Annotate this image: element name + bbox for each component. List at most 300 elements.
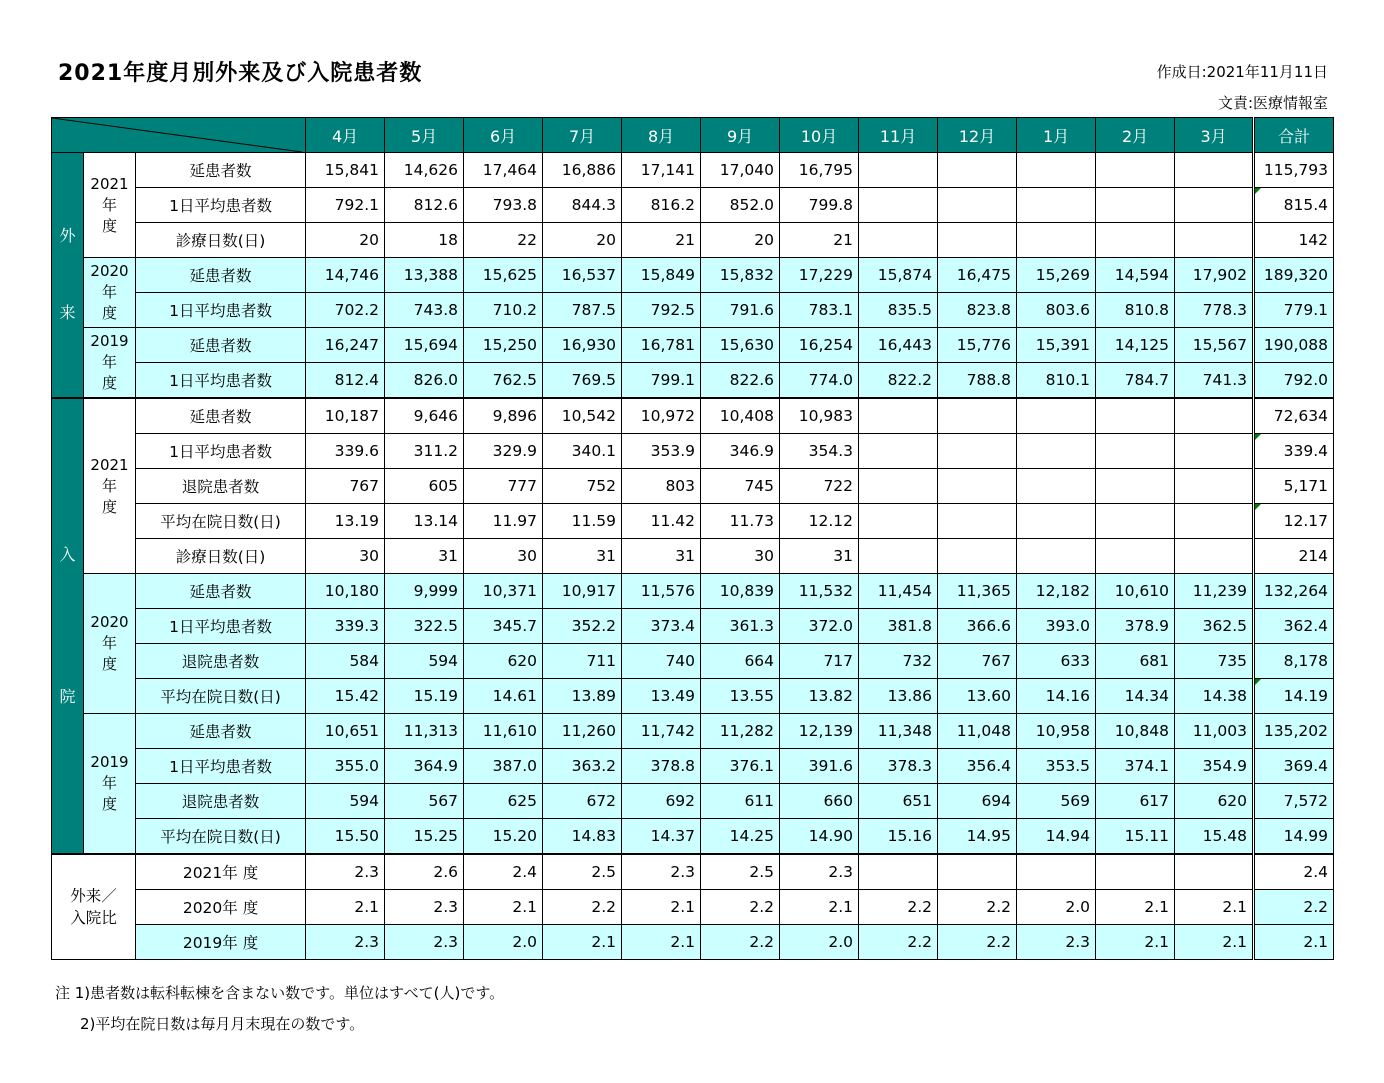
data-cell: 732 xyxy=(859,644,938,679)
data-cell xyxy=(1175,434,1254,469)
footnote-1: 注 1)患者数は転科転棟を含まない数です。単位はすべて(人)です。 xyxy=(55,984,505,1002)
ratio-cell: 2.6 xyxy=(385,854,464,890)
row-label: 1日平均患者数 xyxy=(136,749,306,784)
fiscal-year-part: 度 xyxy=(101,655,117,673)
data-cell: 387.0 xyxy=(464,749,543,784)
month-header: 2月 xyxy=(1096,118,1175,153)
footnote-2: 2)平均在院日数は毎月月末現在の数です。 xyxy=(80,1015,365,1033)
ratio-cell: 2.0 xyxy=(464,925,543,960)
total-cell: 189,320 xyxy=(1254,258,1334,293)
data-cell: 378.8 xyxy=(622,749,701,784)
data-cell: 11,610 xyxy=(464,714,543,749)
data-cell xyxy=(938,398,1017,434)
row-label: 退院患者数 xyxy=(136,644,306,679)
corner-diagonal xyxy=(52,118,302,152)
ratio-total-cell: 2.2 xyxy=(1254,890,1334,925)
table-row xyxy=(52,609,1334,644)
data-cell: 633 xyxy=(1017,644,1096,679)
data-cell: 16,930 xyxy=(543,328,622,363)
data-cell: 9,896 xyxy=(464,398,543,434)
data-cell: 12,139 xyxy=(780,714,859,749)
ratio-cell: 2.1 xyxy=(1096,890,1175,925)
data-cell: 672 xyxy=(543,784,622,819)
data-cell: 15,269 xyxy=(1017,258,1096,293)
ratio-cell: 2.1 xyxy=(780,890,859,925)
data-cell: 30 xyxy=(464,539,543,574)
ratio-cell: 2.1 xyxy=(306,890,385,925)
total-cell: 7,572 xyxy=(1254,784,1334,819)
total-cell: 815.4 xyxy=(1254,188,1334,223)
data-cell: 812.4 xyxy=(306,363,385,399)
data-cell: 741.3 xyxy=(1175,363,1254,399)
row-label: 1日平均患者数 xyxy=(136,434,306,469)
data-cell xyxy=(938,434,1017,469)
data-cell: 376.1 xyxy=(701,749,780,784)
total-header: 合計 xyxy=(1254,118,1334,153)
data-cell: 11.42 xyxy=(622,504,701,539)
table-row xyxy=(52,644,1334,679)
data-cell xyxy=(1017,469,1096,504)
data-cell: 11,365 xyxy=(938,574,1017,609)
ratio-label xyxy=(52,854,136,960)
total-cell: 792.0 xyxy=(1254,363,1334,399)
data-cell: 346.9 xyxy=(701,434,780,469)
row-label: 平均在院日数(日) xyxy=(136,819,306,855)
data-cell: 16,443 xyxy=(859,328,938,363)
row-label: 退院患者数 xyxy=(136,784,306,819)
fiscal-year-part: 度 xyxy=(101,216,117,235)
data-cell xyxy=(1096,188,1175,223)
data-cell: 30 xyxy=(701,539,780,574)
data-cell: 15.50 xyxy=(306,819,385,855)
data-cell: 353.5 xyxy=(1017,749,1096,784)
fiscal-year-label xyxy=(84,574,136,714)
data-cell: 702.2 xyxy=(306,293,385,328)
data-cell xyxy=(1096,223,1175,258)
data-cell xyxy=(1017,398,1096,434)
month-header: 4月 xyxy=(306,118,385,153)
data-cell: 329.9 xyxy=(464,434,543,469)
data-cell: 10,983 xyxy=(780,398,859,434)
data-cell: 10,408 xyxy=(701,398,780,434)
data-cell: 13,388 xyxy=(385,258,464,293)
data-cell: 16,247 xyxy=(306,328,385,363)
data-cell: 803 xyxy=(622,469,701,504)
data-cell: 625 xyxy=(464,784,543,819)
total-cell: 12.17 xyxy=(1254,504,1334,539)
data-cell: 14.25 xyxy=(701,819,780,855)
fiscal-year-part: 2021 xyxy=(90,174,129,193)
data-cell xyxy=(1175,153,1254,188)
data-cell: 373.4 xyxy=(622,609,701,644)
data-cell xyxy=(859,398,938,434)
fiscal-year-part: 年 xyxy=(101,774,117,792)
data-cell xyxy=(1096,504,1175,539)
data-cell: 30 xyxy=(306,539,385,574)
data-cell: 31 xyxy=(385,539,464,574)
data-cell: 743.8 xyxy=(385,293,464,328)
ratio-cell xyxy=(859,854,938,890)
footnotes xyxy=(55,978,504,1040)
ratio-cell: 2.5 xyxy=(543,854,622,890)
ratio-cell: 2.2 xyxy=(701,925,780,960)
data-cell xyxy=(1175,188,1254,223)
data-cell: 31 xyxy=(543,539,622,574)
month-header: 3月 xyxy=(1175,118,1254,153)
ratio-cell: 2.1 xyxy=(1175,925,1254,960)
table-row xyxy=(52,819,1334,855)
data-cell: 17,229 xyxy=(780,258,859,293)
data-cell: 11,239 xyxy=(1175,574,1254,609)
data-cell: 322.5 xyxy=(385,609,464,644)
ratio-cell: 2.3 xyxy=(622,854,701,890)
data-cell: 15,841 xyxy=(306,153,385,188)
data-cell xyxy=(859,539,938,574)
data-cell xyxy=(1175,469,1254,504)
data-cell: 11,454 xyxy=(859,574,938,609)
data-cell: 356.4 xyxy=(938,749,1017,784)
data-cell: 15,630 xyxy=(701,328,780,363)
data-cell: 13.86 xyxy=(859,679,938,714)
total-cell: 8,178 xyxy=(1254,644,1334,679)
data-cell: 762.5 xyxy=(464,363,543,399)
data-cell: 15,776 xyxy=(938,328,1017,363)
fiscal-year-label xyxy=(84,398,136,574)
ratio-cell: 2.1 xyxy=(622,890,701,925)
data-cell xyxy=(938,223,1017,258)
ratio-year-label: 2019年 度 xyxy=(136,925,306,960)
ratio-cell: 2.3 xyxy=(1017,925,1096,960)
data-cell: 13.82 xyxy=(780,679,859,714)
data-cell: 10,917 xyxy=(543,574,622,609)
data-cell: 810.8 xyxy=(1096,293,1175,328)
data-cell: 10,848 xyxy=(1096,714,1175,749)
data-cell xyxy=(938,188,1017,223)
data-cell: 12,182 xyxy=(1017,574,1096,609)
data-cell: 826.0 xyxy=(385,363,464,399)
ratio-cell: 2.2 xyxy=(543,890,622,925)
data-cell: 15.16 xyxy=(859,819,938,855)
row-label: 1日平均患者数 xyxy=(136,293,306,328)
fiscal-year-part: 度 xyxy=(101,795,117,813)
data-cell: 822.6 xyxy=(701,363,780,399)
data-cell: 11,532 xyxy=(780,574,859,609)
data-cell: 11,742 xyxy=(622,714,701,749)
row-label: 1日平均患者数 xyxy=(136,609,306,644)
data-cell xyxy=(938,153,1017,188)
data-cell: 791.6 xyxy=(701,293,780,328)
data-cell: 14,626 xyxy=(385,153,464,188)
data-cell: 13.60 xyxy=(938,679,1017,714)
data-cell: 594 xyxy=(306,784,385,819)
data-cell: 352.2 xyxy=(543,609,622,644)
data-cell: 354.9 xyxy=(1175,749,1254,784)
responsible-dept: 文責:医療情報室 xyxy=(1217,94,1328,112)
data-cell: 15,874 xyxy=(859,258,938,293)
data-cell: 345.7 xyxy=(464,609,543,644)
data-cell: 355.0 xyxy=(306,749,385,784)
table-row xyxy=(52,293,1334,328)
ratio-cell: 2.0 xyxy=(780,925,859,960)
data-cell xyxy=(1017,539,1096,574)
fiscal-year-part: 2021 xyxy=(90,455,129,474)
data-cell: 14,594 xyxy=(1096,258,1175,293)
fiscal-year-label xyxy=(84,714,136,855)
data-cell: 353.9 xyxy=(622,434,701,469)
data-cell: 9,999 xyxy=(385,574,464,609)
data-cell: 15.25 xyxy=(385,819,464,855)
ratio-label-line: 入院比 xyxy=(70,909,117,927)
data-cell: 14.95 xyxy=(938,819,1017,855)
data-cell: 14.90 xyxy=(780,819,859,855)
row-label: 平均在院日数(日) xyxy=(136,679,306,714)
ratio-cell: 2.2 xyxy=(701,890,780,925)
table-row xyxy=(52,398,1334,434)
row-label: 1日平均患者数 xyxy=(136,188,306,223)
data-cell: 17,040 xyxy=(701,153,780,188)
data-cell: 354.3 xyxy=(780,434,859,469)
data-cell: 16,886 xyxy=(543,153,622,188)
row-label: 退院患者数 xyxy=(136,469,306,504)
data-cell: 752 xyxy=(543,469,622,504)
month-header: 11月 xyxy=(859,118,938,153)
ratio-cell: 2.1 xyxy=(1096,925,1175,960)
data-cell: 823.8 xyxy=(938,293,1017,328)
data-cell: 339.3 xyxy=(306,609,385,644)
data-cell: 569 xyxy=(1017,784,1096,819)
table-row xyxy=(52,153,1334,188)
section-label xyxy=(52,153,84,399)
data-cell: 16,537 xyxy=(543,258,622,293)
data-cell: 803.6 xyxy=(1017,293,1096,328)
ratio-cell: 2.2 xyxy=(938,925,1017,960)
fiscal-year-part: 度 xyxy=(101,304,117,322)
row-label: 平均在院日数(日) xyxy=(136,504,306,539)
ratio-cell xyxy=(1017,854,1096,890)
ratio-total-cell: 2.1 xyxy=(1254,925,1334,960)
month-header: 12月 xyxy=(938,118,1017,153)
data-cell: 15,625 xyxy=(464,258,543,293)
page-title: 2021年度月別外来及び入院患者数 xyxy=(58,61,423,86)
table-row xyxy=(52,574,1334,609)
data-cell xyxy=(1096,469,1175,504)
ratio-year-label: 2020年 度 xyxy=(136,890,306,925)
ratio-cell: 2.2 xyxy=(859,925,938,960)
row-label: 延患者数 xyxy=(136,328,306,363)
data-cell xyxy=(1096,539,1175,574)
ratio-cell: 2.1 xyxy=(1175,890,1254,925)
table-row xyxy=(52,328,1334,363)
data-cell xyxy=(938,469,1017,504)
total-cell: 214 xyxy=(1254,539,1334,574)
ratio-cell: 2.3 xyxy=(385,890,464,925)
section-label xyxy=(52,398,84,854)
data-cell xyxy=(1175,539,1254,574)
data-cell: 15.11 xyxy=(1096,819,1175,855)
data-cell: 10,542 xyxy=(543,398,622,434)
ratio-cell: 2.1 xyxy=(543,925,622,960)
data-cell: 378.9 xyxy=(1096,609,1175,644)
ratio-cell: 2.3 xyxy=(780,854,859,890)
data-cell: 13.89 xyxy=(543,679,622,714)
data-cell: 11,348 xyxy=(859,714,938,749)
data-cell xyxy=(1017,504,1096,539)
data-cell: 13.55 xyxy=(701,679,780,714)
section-label-char: 来 xyxy=(59,303,76,322)
table-row xyxy=(52,714,1334,749)
data-cell xyxy=(859,469,938,504)
data-cell: 10,958 xyxy=(1017,714,1096,749)
data-cell: 11.59 xyxy=(543,504,622,539)
data-cell: 10,371 xyxy=(464,574,543,609)
ratio-cell xyxy=(1096,854,1175,890)
data-cell: 366.6 xyxy=(938,609,1017,644)
data-cell: 14.94 xyxy=(1017,819,1096,855)
data-cell: 21 xyxy=(780,223,859,258)
data-cell: 22 xyxy=(464,223,543,258)
data-cell: 15,391 xyxy=(1017,328,1096,363)
row-label: 延患者数 xyxy=(136,153,306,188)
ratio-cell: 2.3 xyxy=(306,925,385,960)
total-cell: 135,202 xyxy=(1254,714,1334,749)
data-cell: 767 xyxy=(306,469,385,504)
table-row xyxy=(52,188,1334,223)
total-cell: 142 xyxy=(1254,223,1334,258)
data-cell: 844.3 xyxy=(543,188,622,223)
row-label: 延患者数 xyxy=(136,398,306,434)
data-cell: 15,832 xyxy=(701,258,780,293)
month-header: 6月 xyxy=(464,118,543,153)
ratio-total-cell: 2.4 xyxy=(1254,854,1334,890)
data-cell xyxy=(1096,434,1175,469)
data-cell: 14.61 xyxy=(464,679,543,714)
data-cell: 364.9 xyxy=(385,749,464,784)
table-row xyxy=(52,504,1334,539)
ratio-year-label: 2021年 度 xyxy=(136,854,306,890)
table-row xyxy=(52,539,1334,574)
data-cell: 15.48 xyxy=(1175,819,1254,855)
data-cell: 10,839 xyxy=(701,574,780,609)
total-cell: 779.1 xyxy=(1254,293,1334,328)
data-cell: 783.1 xyxy=(780,293,859,328)
data-cell: 722 xyxy=(780,469,859,504)
data-cell: 31 xyxy=(780,539,859,574)
data-cell: 14.16 xyxy=(1017,679,1096,714)
data-cell xyxy=(859,504,938,539)
patient-count-table xyxy=(51,117,1334,960)
data-cell xyxy=(1017,223,1096,258)
data-cell: 717 xyxy=(780,644,859,679)
data-cell: 362.5 xyxy=(1175,609,1254,644)
month-header: 8月 xyxy=(622,118,701,153)
ratio-cell: 2.3 xyxy=(306,854,385,890)
data-cell: 11,003 xyxy=(1175,714,1254,749)
fiscal-year-part: 年 xyxy=(101,195,117,214)
data-cell: 651 xyxy=(859,784,938,819)
total-cell: 115,793 xyxy=(1254,153,1334,188)
data-cell: 340.1 xyxy=(543,434,622,469)
row-label: 診療日数(日) xyxy=(136,539,306,574)
data-cell: 11,313 xyxy=(385,714,464,749)
data-cell: 692 xyxy=(622,784,701,819)
total-cell: 339.4 xyxy=(1254,434,1334,469)
table-row xyxy=(52,469,1334,504)
data-cell: 567 xyxy=(385,784,464,819)
data-cell: 12.12 xyxy=(780,504,859,539)
data-cell: 15.19 xyxy=(385,679,464,714)
table-row xyxy=(52,223,1334,258)
data-cell: 13.49 xyxy=(622,679,701,714)
data-cell: 11,260 xyxy=(543,714,622,749)
data-cell: 20 xyxy=(543,223,622,258)
fiscal-year-part: 年 xyxy=(101,634,117,652)
data-cell: 788.8 xyxy=(938,363,1017,399)
ratio-cell: 2.1 xyxy=(622,925,701,960)
data-cell: 15,250 xyxy=(464,328,543,363)
data-cell: 391.6 xyxy=(780,749,859,784)
data-cell: 816.2 xyxy=(622,188,701,223)
data-cell: 784.7 xyxy=(1096,363,1175,399)
data-cell: 11,048 xyxy=(938,714,1017,749)
section-label-char: 入 xyxy=(59,544,76,564)
data-cell: 14,125 xyxy=(1096,328,1175,363)
total-cell: 14.99 xyxy=(1254,819,1334,855)
data-cell: 21 xyxy=(622,223,701,258)
data-cell: 16,475 xyxy=(938,258,1017,293)
table-row xyxy=(52,784,1334,819)
data-cell: 20 xyxy=(306,223,385,258)
data-cell: 812.6 xyxy=(385,188,464,223)
fiscal-year-part: 2020 xyxy=(90,262,129,280)
table-row xyxy=(52,363,1334,399)
data-cell: 735 xyxy=(1175,644,1254,679)
table-row xyxy=(52,749,1334,784)
data-cell: 852.0 xyxy=(701,188,780,223)
total-cell: 72,634 xyxy=(1254,398,1334,434)
data-cell: 767 xyxy=(938,644,1017,679)
data-cell: 17,902 xyxy=(1175,258,1254,293)
data-cell: 778.3 xyxy=(1175,293,1254,328)
table-row xyxy=(52,679,1334,714)
data-cell: 792.5 xyxy=(622,293,701,328)
row-label: 延患者数 xyxy=(136,258,306,293)
data-cell: 20 xyxy=(701,223,780,258)
data-cell: 681 xyxy=(1096,644,1175,679)
data-cell xyxy=(1096,153,1175,188)
fiscal-year-label xyxy=(84,153,136,258)
data-cell: 777 xyxy=(464,469,543,504)
month-header: 9月 xyxy=(701,118,780,153)
data-cell: 381.8 xyxy=(859,609,938,644)
ratio-cell: 2.1 xyxy=(464,890,543,925)
data-cell: 18 xyxy=(385,223,464,258)
ratio-row xyxy=(52,890,1334,925)
data-cell: 15.20 xyxy=(464,819,543,855)
data-cell xyxy=(1017,434,1096,469)
fiscal-year-part: 2019 xyxy=(90,332,129,350)
data-cell: 620 xyxy=(464,644,543,679)
data-cell: 16,254 xyxy=(780,328,859,363)
fiscal-year-part: 2019 xyxy=(90,753,129,771)
data-cell: 10,651 xyxy=(306,714,385,749)
data-cell: 10,972 xyxy=(622,398,701,434)
data-cell: 363.2 xyxy=(543,749,622,784)
data-cell: 10,187 xyxy=(306,398,385,434)
ratio-cell: 2.4 xyxy=(464,854,543,890)
row-label: 1日平均患者数 xyxy=(136,363,306,399)
data-cell: 16,781 xyxy=(622,328,701,363)
data-cell: 792.1 xyxy=(306,188,385,223)
